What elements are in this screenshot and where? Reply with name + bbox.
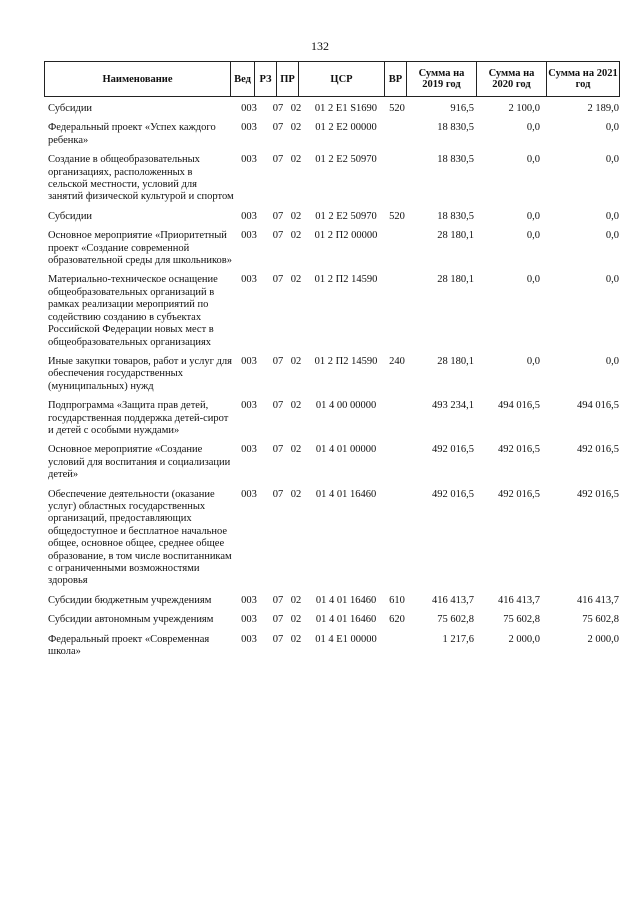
- row-rz: 07: [272, 154, 284, 166]
- row-sum-2019: 18 830,5: [437, 154, 474, 166]
- header-sum-2021: Сумма на 2021 год: [547, 62, 620, 97]
- row-sum-2019: 916,5: [450, 103, 474, 114]
- row-sum-2021: 0,0: [605, 274, 619, 286]
- table-body: [44, 96, 619, 658]
- row-sum-2019: 416 413,7: [432, 594, 474, 606]
- page-number: 132: [311, 39, 329, 53]
- row-name: Субсидии: [48, 210, 93, 222]
- row-sum-2021: 0,0: [605, 154, 619, 166]
- header-csr: ЦСР: [299, 62, 385, 97]
- row-ved: 003: [241, 355, 257, 367]
- table-row: [44, 489, 619, 588]
- row-rz: 07: [272, 400, 284, 412]
- header-vr: ВР: [385, 62, 407, 97]
- row-pr: 02: [290, 230, 302, 242]
- header-sum-2020: Сумма на 2020 год: [477, 62, 547, 97]
- row-name: Субсидии бюджетным учреждениям: [48, 594, 212, 606]
- row-name: Федеральный проект «Успех каждого ребенка»: [48, 122, 216, 146]
- row-rz: 07: [272, 633, 284, 645]
- row-sum-2021: 2 000,0: [587, 633, 619, 645]
- row-sum-2020: 0,0: [526, 274, 540, 286]
- row-csr: 01 2 П2 00000: [314, 230, 378, 242]
- row-sum-2021: 416 413,7: [577, 594, 619, 606]
- row-pr: 02: [290, 210, 302, 222]
- row-sum-2020: 416 413,7: [498, 594, 540, 606]
- row-rz: 07: [272, 488, 284, 500]
- row-pr: 02: [290, 122, 302, 134]
- row-sum-2020: 75 602,8: [503, 614, 540, 626]
- row-name: Федеральный проект «Современная школа»: [48, 633, 210, 658]
- row-pr: 02: [290, 400, 302, 412]
- row-sum-2019: 1 217,6: [442, 633, 474, 645]
- row-rz: 07: [272, 122, 284, 134]
- table-row: [44, 595, 619, 607]
- row-sum-2021: 492 016,5: [577, 444, 619, 456]
- row-sum-2020: 2 100,0: [508, 103, 540, 114]
- row-name: Основное мероприятие «Создание условий для воспитания и социализации детей»: [48, 444, 231, 481]
- row-pr: 02: [290, 614, 302, 626]
- row-sum-2020: 0,0: [526, 355, 540, 367]
- row-ved: 003: [241, 594, 257, 606]
- row-rz: 07: [272, 210, 284, 222]
- row-ved: 003: [241, 444, 257, 456]
- row-rz: 07: [272, 594, 284, 606]
- header-sum-2019: Сумма на 2019 год: [407, 62, 477, 97]
- header-ved: Вед: [231, 62, 255, 97]
- row-ved: 003: [241, 614, 257, 626]
- row-pr: 02: [290, 274, 302, 286]
- row-csr: 01 2 E1 S1690: [314, 103, 378, 114]
- row-sum-2021: 2 189,0: [587, 103, 619, 114]
- row-csr: 01 2 E2 50970: [315, 210, 377, 222]
- row-csr: 01 4 00 00000: [315, 400, 377, 412]
- header-pr: ПР: [277, 62, 299, 97]
- row-sum-2019: 18 830,5: [437, 122, 474, 134]
- row-rz: 07: [272, 274, 284, 286]
- row-sum-2021: 492 016,5: [577, 488, 619, 500]
- row-csr: 01 2 E2 50970: [315, 154, 377, 166]
- row-ved: 003: [241, 103, 257, 114]
- row-csr: 01 4 01 16460: [315, 594, 377, 606]
- row-pr: 02: [290, 488, 302, 500]
- row-sum-2020: 492 016,5: [498, 488, 540, 500]
- row-vr: 520: [389, 103, 405, 114]
- row-csr: 01 4 01 00000: [315, 444, 377, 456]
- row-rz: 07: [272, 355, 284, 367]
- table-row: [44, 634, 619, 659]
- row-vr: 610: [389, 594, 405, 606]
- table-row: [44, 230, 619, 267]
- row-sum-2019: 493 234,1: [432, 400, 474, 412]
- row-sum-2020: 492 016,5: [498, 444, 540, 456]
- table-row: [44, 444, 619, 481]
- row-ved: 003: [241, 633, 257, 645]
- row-sum-2021: 75 602,8: [582, 614, 619, 626]
- row-name: Материально-техническое оснащение общеобразовательных организаций в рамках реализации мероприятий по содействию созданию в субъектах Российской Федерации новых мест в общеобразовательных организациях: [48, 274, 218, 348]
- row-pr: 02: [290, 103, 302, 114]
- row-sum-2019: 28 180,1: [437, 355, 474, 367]
- row-sum-2021: 0,0: [605, 230, 619, 242]
- row-sum-2019: 492 016,5: [432, 444, 474, 456]
- row-pr: 02: [290, 633, 302, 645]
- row-name: Субсидии: [48, 103, 93, 114]
- row-ved: 003: [241, 230, 257, 242]
- table-row: [44, 154, 619, 204]
- row-sum-2020: 0,0: [526, 154, 540, 166]
- row-name: Иные закупки товаров, работ и услуг для обеспечения государственных (муниципальных) нужд: [48, 355, 232, 392]
- table-row: [44, 356, 619, 393]
- row-csr: 01 4 01 16460: [315, 488, 377, 500]
- row-ved: 003: [241, 210, 257, 222]
- row-ved: 003: [241, 154, 257, 166]
- row-pr: 02: [290, 355, 302, 367]
- row-csr: 01 4 E1 00000: [315, 633, 377, 645]
- row-pr: 02: [290, 594, 302, 606]
- row-name: Обеспечение деятельности (оказание услуг) областных государственных организаций, предоставляющих общедоступное и бесплатное начальное общее, основное общее, среднее общее образование, в том числе воспитанникам с ограниченными возможностями здоровья: [48, 488, 232, 587]
- row-ved: 003: [241, 400, 257, 412]
- row-sum-2020: 494 016,5: [498, 400, 540, 412]
- table-row: [44, 400, 619, 437]
- row-pr: 02: [290, 444, 302, 456]
- table-row: [44, 274, 619, 348]
- row-name: Создание в общеобразовательных организациях, расположенных в сельской местности, условий для занятий физической культурой и спортом: [48, 154, 234, 203]
- table-row: [44, 122, 619, 147]
- row-csr: 01 2 П2 14590: [314, 274, 378, 286]
- header-rz: РЗ: [255, 62, 277, 97]
- row-pr: 02: [290, 154, 302, 166]
- row-sum-2021: 0,0: [605, 210, 619, 222]
- table-row: [44, 103, 619, 115]
- row-vr: 520: [389, 210, 405, 222]
- row-rz: 07: [272, 103, 284, 114]
- row-name: Подпрограмма «Защита прав детей, государственная поддержка детей-сирот и детей с особыми нуждами»: [48, 400, 229, 436]
- row-vr: 620: [389, 614, 405, 626]
- row-vr: 240: [389, 355, 405, 367]
- row-rz: 07: [272, 614, 284, 626]
- row-ved: 003: [241, 488, 257, 500]
- row-sum-2019: 18 830,5: [437, 210, 474, 222]
- header-name: Наименование: [45, 62, 231, 97]
- row-rz: 07: [272, 230, 284, 242]
- row-sum-2021: 0,0: [605, 355, 619, 367]
- row-sum-2019: 75 602,8: [437, 614, 474, 626]
- row-sum-2020: 2 000,0: [508, 633, 540, 645]
- row-sum-2019: 492 016,5: [432, 488, 474, 500]
- table-header: [44, 61, 620, 97]
- row-sum-2020: 0,0: [526, 210, 540, 222]
- row-ved: 003: [241, 274, 257, 286]
- row-sum-2019: 28 180,1: [437, 274, 474, 286]
- row-ved: 003: [241, 122, 257, 134]
- row-name: Основное мероприятие «Приоритетный проект «Создание современной образовательной среды для школьников»: [48, 230, 232, 267]
- row-csr: 01 2 E2 00000: [315, 122, 377, 134]
- row-name: Субсидии автономным учреждениям: [48, 614, 214, 626]
- table-row: [44, 211, 619, 223]
- row-sum-2020: 0,0: [526, 230, 540, 242]
- row-csr: 01 2 П2 14590: [314, 355, 378, 367]
- row-rz: 07: [272, 444, 284, 456]
- row-sum-2021: 494 016,5: [577, 400, 619, 412]
- row-sum-2019: 28 180,1: [437, 230, 474, 242]
- row-csr: 01 4 01 16460: [315, 614, 377, 626]
- row-sum-2020: 0,0: [526, 122, 540, 134]
- table-row: [44, 614, 619, 626]
- row-sum-2021: 0,0: [605, 122, 619, 134]
